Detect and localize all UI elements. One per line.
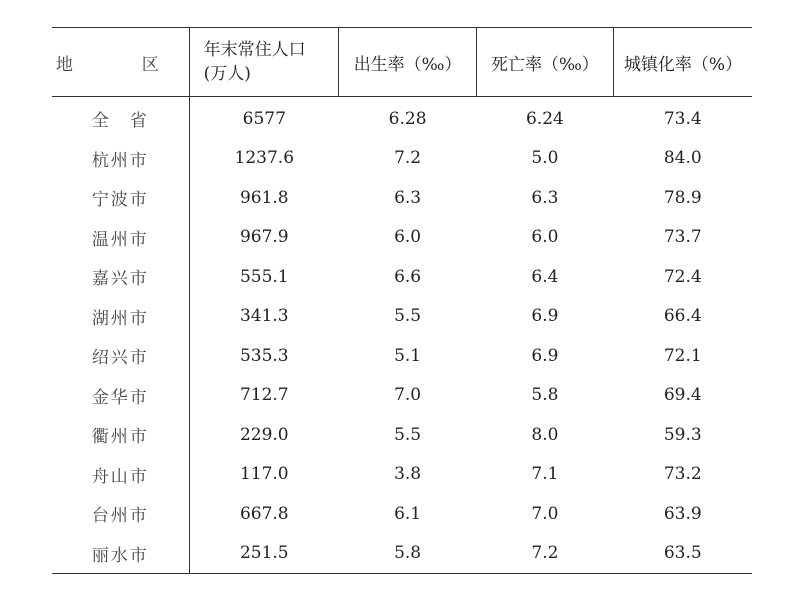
cell-population: 555.1 bbox=[189, 257, 339, 297]
cell-region: 嘉兴市 bbox=[91, 269, 149, 290]
cell-population: 967.9 bbox=[189, 218, 339, 258]
cell-death-rate: 7.1 bbox=[531, 464, 559, 485]
cell-death-rate: 7.2 bbox=[476, 534, 613, 574]
cell-region: 舟山市 bbox=[91, 466, 149, 487]
cell-urbanization-rate: 66.4 bbox=[663, 306, 702, 327]
table-row bbox=[52, 139, 752, 179]
cell-region: 杭州市 bbox=[91, 150, 149, 171]
cell-birth-rate: 5.8 bbox=[339, 534, 476, 574]
table-row bbox=[52, 534, 752, 574]
cell-birth-rate: 5.5 bbox=[394, 306, 422, 327]
cell-region: 衢州市 bbox=[91, 427, 149, 448]
table-row bbox=[52, 297, 752, 337]
cell-urbanization-rate: 69.4 bbox=[663, 385, 702, 406]
cell-urbanization-rate: 73.7 bbox=[663, 227, 702, 248]
table-row bbox=[52, 455, 752, 495]
table-row bbox=[52, 376, 752, 416]
table-row bbox=[52, 336, 752, 376]
cell-region: 温州市 bbox=[91, 229, 149, 250]
cell-urbanization-rate: 63.5 bbox=[614, 534, 752, 574]
cell-death-rate: 6.9 bbox=[531, 345, 559, 366]
cell-region: 丽水市 bbox=[52, 534, 189, 574]
header-death-rate: 死亡率（‰） bbox=[476, 28, 613, 97]
header-urbanization-rate: 城镇化率（%） bbox=[614, 28, 752, 97]
cell-birth-rate: 6.0 bbox=[394, 227, 422, 248]
cell-death-rate: 6.24 bbox=[525, 108, 564, 129]
cell-birth-rate: 3.8 bbox=[394, 464, 422, 485]
cell-death-rate: 6.0 bbox=[531, 227, 559, 248]
cell-urbanization-rate: 72.1 bbox=[663, 345, 702, 366]
header-row bbox=[52, 28, 752, 97]
cell-birth-rate: 5.5 bbox=[394, 424, 422, 445]
cell-death-rate: 7.0 bbox=[531, 503, 559, 524]
cell-death-rate: 6.9 bbox=[531, 306, 559, 327]
cell-birth-rate: 6.6 bbox=[394, 266, 422, 287]
cell-birth-rate: 7.2 bbox=[394, 148, 422, 169]
cell-urbanization-rate: 73.2 bbox=[663, 464, 702, 485]
cell-birth-rate: 6.1 bbox=[394, 503, 422, 524]
header-population-line2: (万人) bbox=[203, 64, 251, 84]
cell-population: 251.5 bbox=[189, 534, 339, 574]
header-population-line1: 年末常住人口 bbox=[203, 40, 306, 60]
table-row bbox=[52, 97, 752, 139]
cell-death-rate: 8.0 bbox=[531, 424, 559, 445]
cell-birth-rate: 6.28 bbox=[388, 108, 427, 129]
header-region: 地 区 bbox=[52, 28, 189, 97]
header-population bbox=[189, 28, 339, 97]
cell-birth-rate: 5.1 bbox=[394, 345, 422, 366]
cell-population: 667.8 bbox=[189, 494, 339, 534]
cell-death-rate: 5.8 bbox=[531, 385, 559, 406]
cell-death-rate: 5.0 bbox=[531, 148, 559, 169]
cell-urbanization-rate: 63.9 bbox=[663, 503, 702, 524]
cell-region: 湖州市 bbox=[91, 308, 149, 329]
cell-urbanization-rate: 78.9 bbox=[663, 187, 702, 208]
cell-death-rate: 6.4 bbox=[531, 266, 559, 287]
cell-region: 宁波市 bbox=[91, 190, 149, 211]
cell-region: 绍兴市 bbox=[91, 348, 149, 369]
cell-urbanization-rate: 73.4 bbox=[663, 108, 702, 129]
cell-population: 1237.6 bbox=[189, 139, 339, 179]
cell-birth-rate: 7.0 bbox=[394, 385, 422, 406]
population-table bbox=[52, 27, 752, 574]
header-birth-rate: 出生率（‰） bbox=[339, 28, 476, 97]
table-row bbox=[52, 257, 752, 297]
cell-population: 712.7 bbox=[189, 376, 339, 416]
cell-death-rate: 6.3 bbox=[531, 187, 559, 208]
cell-region: 金华市 bbox=[91, 387, 149, 408]
cell-population: 341.3 bbox=[189, 297, 339, 337]
cell-population: 961.8 bbox=[189, 178, 339, 218]
cell-population: 229.0 bbox=[189, 415, 339, 455]
cell-birth-rate: 6.3 bbox=[394, 187, 422, 208]
cell-population: 117.0 bbox=[189, 455, 339, 495]
table-row bbox=[52, 415, 752, 455]
table-row bbox=[52, 218, 752, 258]
table-row bbox=[52, 178, 752, 218]
cell-population: 535.3 bbox=[189, 336, 339, 376]
cell-population: 6577 bbox=[189, 97, 339, 139]
table-row bbox=[52, 494, 752, 534]
cell-urbanization-rate: 59.3 bbox=[663, 424, 702, 445]
cell-urbanization-rate: 72.4 bbox=[663, 266, 702, 287]
cell-region: 台州市 bbox=[91, 506, 149, 527]
cell-urbanization-rate: 84.0 bbox=[663, 148, 702, 169]
table-body bbox=[52, 97, 752, 574]
cell-region: 全 省 bbox=[91, 111, 149, 132]
